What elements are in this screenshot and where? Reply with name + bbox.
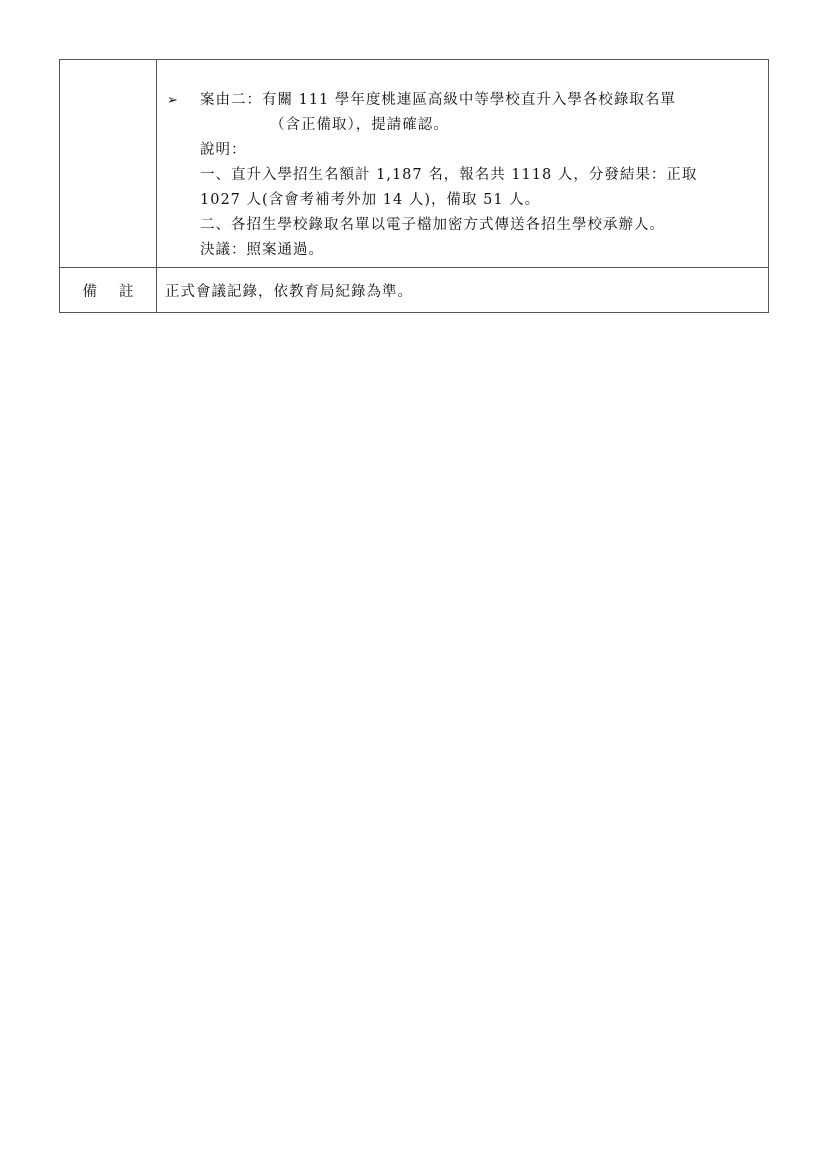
arrow-bullet-icon: ➢: [167, 93, 179, 108]
case-item: [167, 88, 752, 138]
remarks-row: [60, 268, 769, 313]
agenda-body-cell: [157, 60, 769, 268]
case-title-line1: 案由二：有關 111 學年度桃連區高級中等學校直升入學各校錄取名單: [200, 92, 676, 108]
remarks-label-char2: 註: [119, 283, 134, 300]
agenda-row: [60, 60, 769, 268]
explanation-item1-line1: 一、直升入學招生名額計 1,187 名，報名共 1118 人，分發結果：正取: [200, 167, 698, 183]
remarks-label: [72, 280, 145, 301]
explanation-item2: 二、各招生學校錄取名單以電子檔加密方式傳送各招生學校承辦人。: [200, 217, 665, 233]
resolution-text: 決議：照案通過。: [200, 242, 324, 258]
remarks-text: 正式會議記錄，依教育局紀錄為準。: [165, 283, 413, 300]
remarks-label-cell: [60, 268, 157, 313]
case-title-line2: （含正備取），提請確認。: [270, 117, 449, 133]
case-title: [200, 88, 752, 138]
explanation-item1-line2: 1027 人(含會考補考外加 14 人)，備取 51 人。: [200, 192, 541, 208]
remarks-label-char1: 備: [82, 283, 97, 300]
minutes-table: [59, 59, 769, 313]
agenda-label-cell: [60, 60, 157, 268]
explanation-label: 說明：: [200, 142, 247, 158]
agenda-content: [157, 60, 768, 267]
remarks-body-cell: [157, 268, 769, 313]
